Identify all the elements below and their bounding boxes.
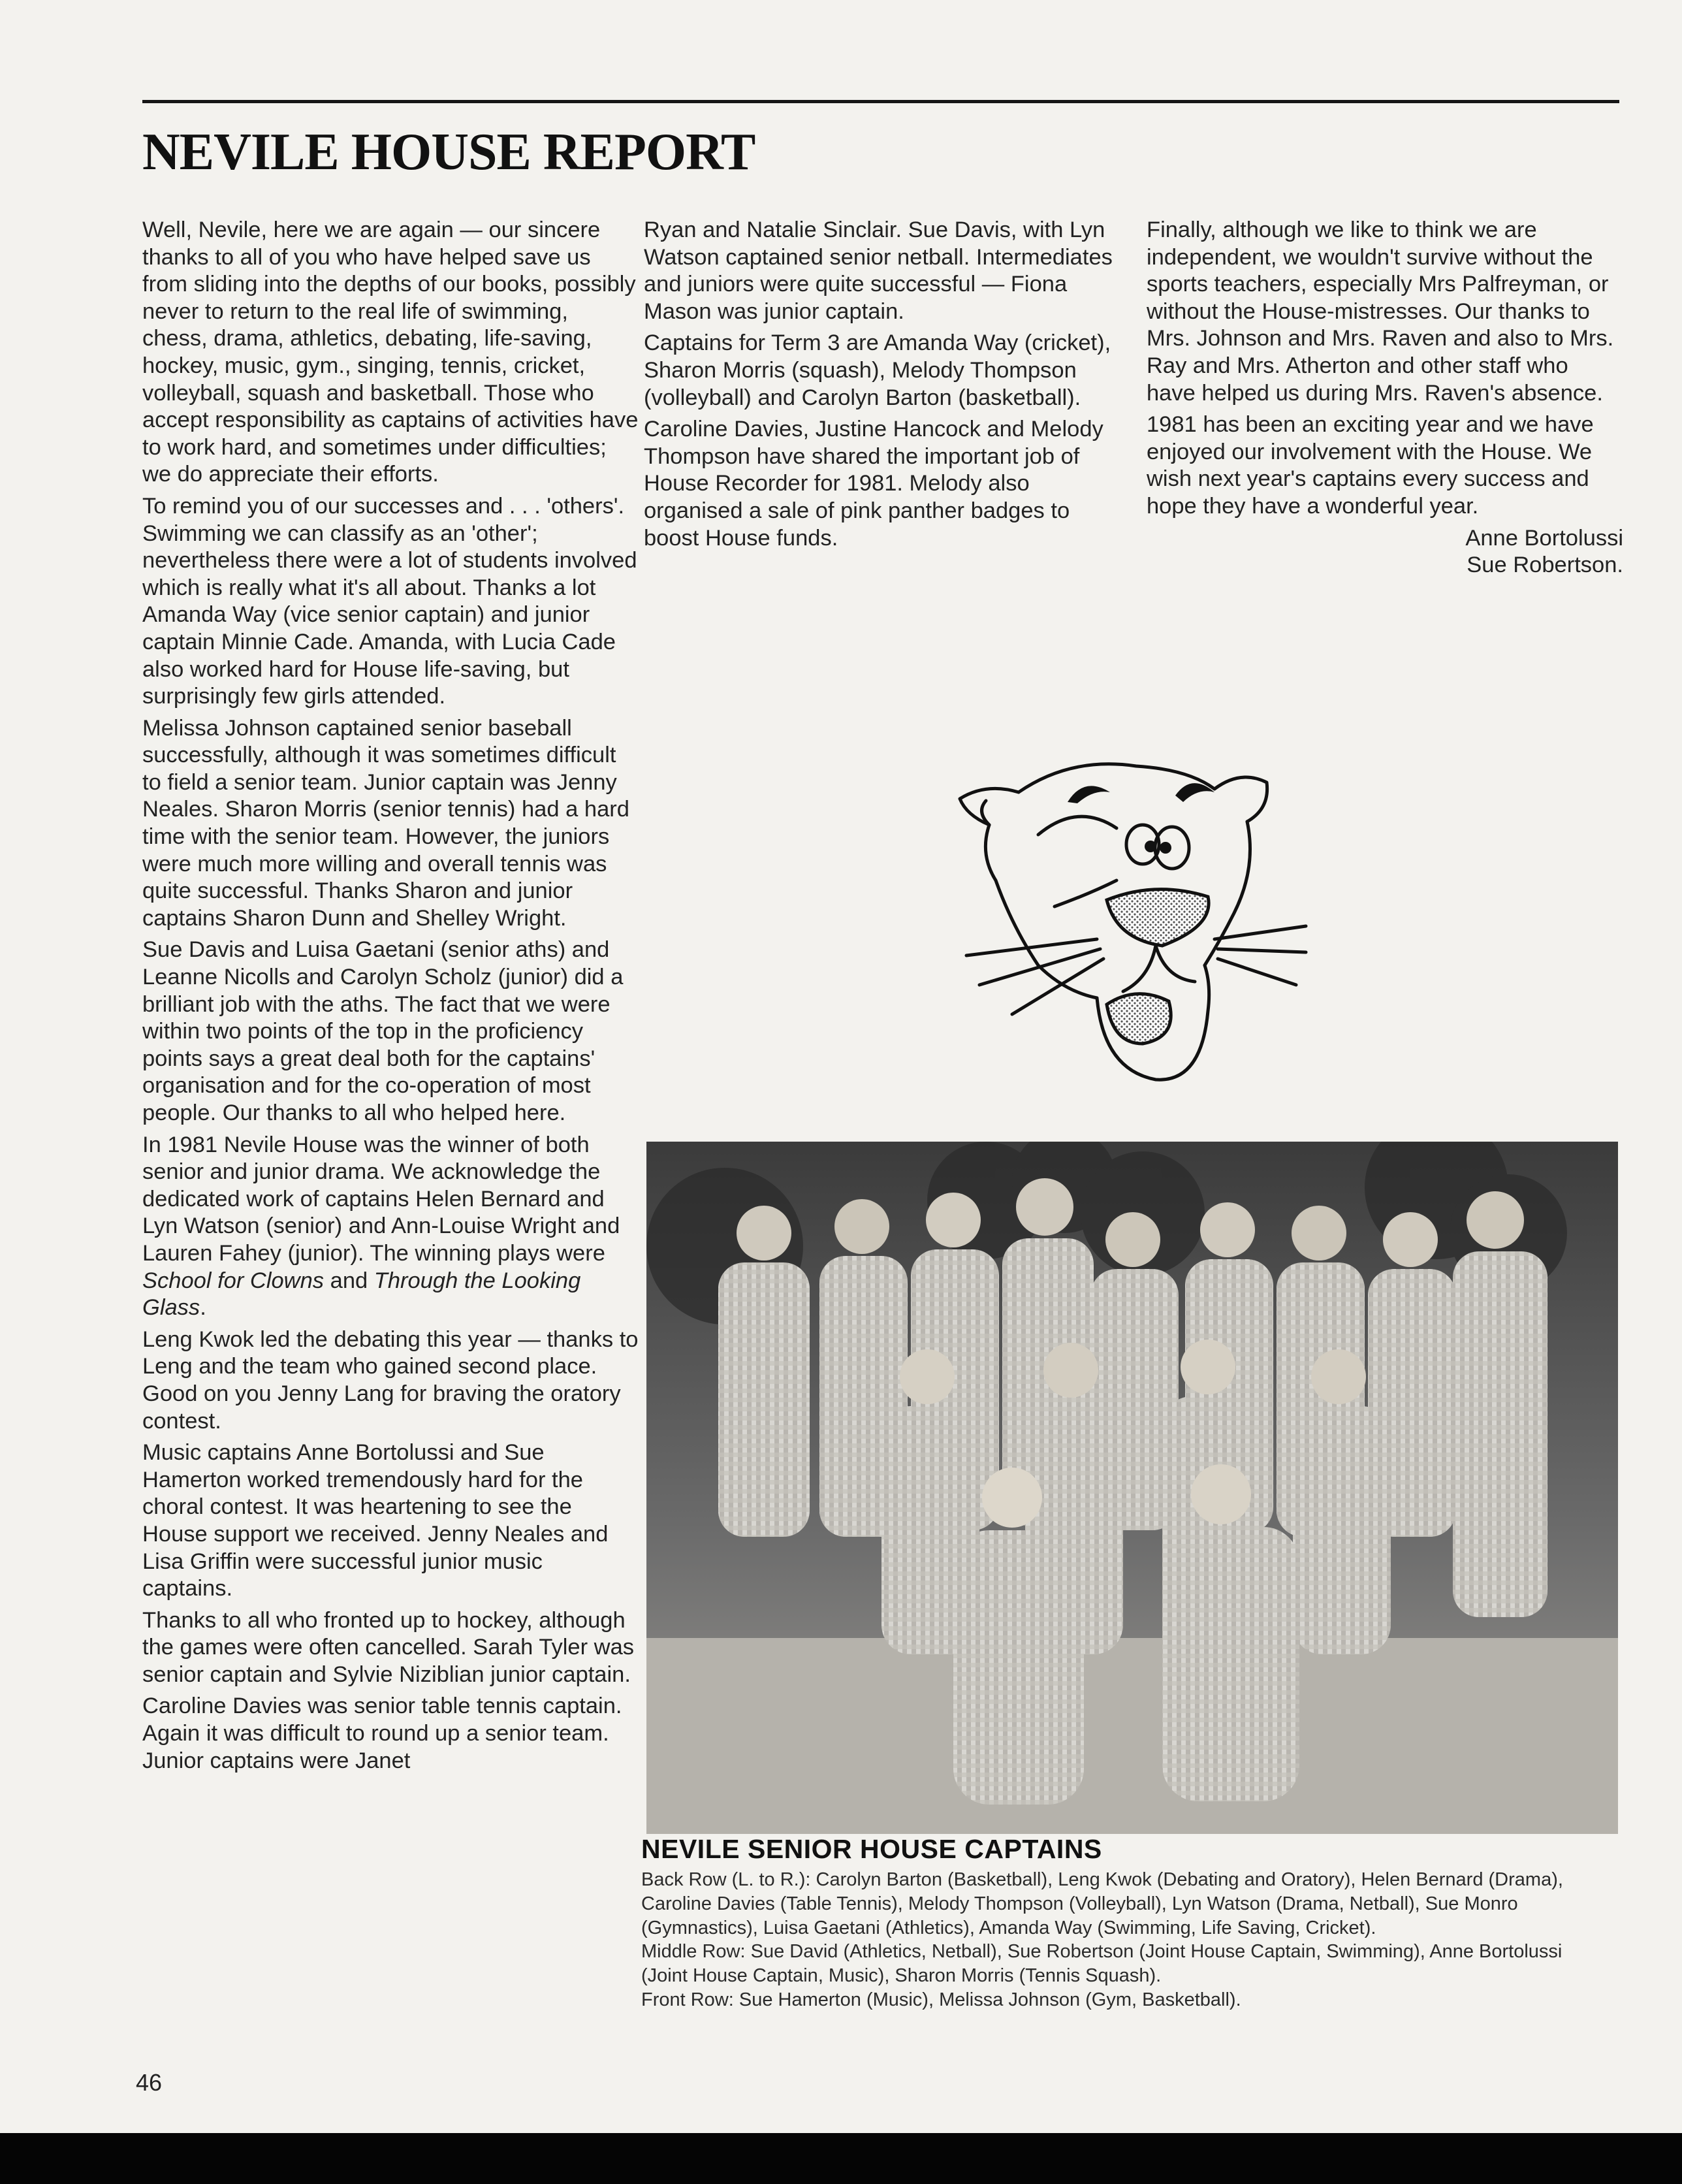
photo-caption-title: NEVILE SENIOR HOUSE CAPTAINS xyxy=(641,1834,1102,1864)
paragraph: 1981 has been an exciting year and we have enjoyed our involvement with the House. We wish next year's captains every success and hope they have a wonderful year. xyxy=(1147,412,1594,519)
paragraph-drama xyxy=(142,1132,639,1322)
paragraph: Finally, although we like to think we are independent, we wouldn't survive without the sports teachers, especially Mrs Palfreyman, or without the House-mistresses. Our thanks to Mrs. Johnson and Mrs. Raven and also to Mrs. Ray and Mrs. Atherton and other staff who have helped us during Mrs. Raven's absence. xyxy=(1147,217,1614,406)
paragraph: Caroline Davies, Justine Hancock and Melody Thompson have shared the important job of House Recorder for 1981. Melody also organised a sale of pink panther badges to boost House funds. xyxy=(644,417,1103,551)
paragraph: Music captains Anne Bortolussi and Sue Hamerton worked tremendously hard for the choral contest. It was heartening to see the House support we received. Jenny Neales and Lisa Griffin were successful junior music captains. xyxy=(142,1440,609,1601)
page-title: NEVILE HOUSE REPORT xyxy=(142,123,755,181)
caption-back-row: Back Row (L. to R.): Carolyn Barton (Basketball), Leng Kwok (Debating and Oratory), Helen Bernard (Drama), Caroline Davies (Table Tennis), Melody Thompson (Volleyball), Lyn Watson (Drama, Netball), Sue Monro (Gymnastics), Luisa Gaetani (Athletics), Amanda Way (Swimming, Life Saving, Cricket). xyxy=(641,1869,1563,1938)
signature-name: Sue Robertson. xyxy=(1467,552,1623,577)
paragraph: To remind you of our successes and . . . 'others'. Swimming we can classify as an 'other'; nevertheless there were a lot of students involved which is really what it's all about. Thanks a lot Amanda Way (vice senior captain) and junior captain Minnie Cade. Amanda, with Lucia Cade also worked hard for House life-saving, but surprisingly few girls attended. xyxy=(142,493,637,709)
signature-name: Anne Bortolussi xyxy=(1465,525,1623,551)
paragraph: Ryan and Natalie Sinclair. Sue Davis, with Lyn Watson captained senior netball. Intermediates and juniors were quite successful — Fiona Mason was junior captain. xyxy=(644,217,1113,324)
panther-cartoon-illustration xyxy=(940,730,1319,1096)
group-photograph xyxy=(646,1142,1618,1834)
caption-front-row: Front Row: Sue Hamerton (Music), Melissa Johnson (Gym, Basketball). xyxy=(641,1989,1241,2010)
paragraph: Thanks to all who fronted up to hockey, although the games were often cancelled. Sarah Tyler was senior captain and Sylvie Niziblian junior captain. xyxy=(142,1607,635,1687)
paragraph: Melissa Johnson captained senior baseball successfully, although it was sometimes difficult to field a senior team. Junior captain was Jenny Neales. Sharon Morris (senior tennis) had a hard time with the senior team. However, the juniors were much more willing and overall tennis was quite successful. Thanks Sharon and junior captains Sharon Dunn and Shelley Wright. xyxy=(142,715,629,931)
signature-block xyxy=(1147,525,1623,579)
paragraph: Well, Nevile, here we are again — our sincere thanks to all of you who have helped save us from sliding into the depths of our books, possibly never to return to the real life of swimming, chess, drama, athletics, debating, life-saving, hockey, music, gym., singing, tennis, cricket, volleyball, squash and basketball. Those who accept responsibility as captains of activities have to work hard, and sometimes under difficulties; we do appreciate their efforts. xyxy=(142,217,639,487)
play-title: School for Clowns xyxy=(142,1268,325,1293)
paragraph: Leng Kwok led the debating this year — thanks to Leng and the team who gained second place. Good on you Jenny Lang for braving the oratory contest. xyxy=(142,1326,639,1434)
paragraph-text: . xyxy=(200,1295,206,1321)
caption-middle-row: Middle Row: Sue David (Athletics, Netball), Sue Robertson (Joint House Captain, Swimming), Anne Bortolussi (Joint House Captain, Music), Sharon Morris (Tennis Squash). xyxy=(641,1941,1563,1987)
header-rule xyxy=(142,100,1619,103)
article-column-1 xyxy=(142,217,639,1779)
photo-caption xyxy=(641,1868,1568,2012)
article-column-3 xyxy=(1147,217,1623,579)
paragraph: Caroline Davies was senior table tennis captain. Again it was difficult to round up a senior team. Junior captains were Janet xyxy=(142,1694,622,1773)
play-title: Through the Looking Glass xyxy=(142,1268,581,1321)
paragraph: Captains for Term 3 are Amanda Way (cricket), Sharon Morris (squash), Melody Thompson (volleyball) and Carolyn Barton (basketball). xyxy=(644,330,1111,410)
paragraph-text: In 1981 Nevile House was the winner of both senior and junior drama. We acknowledge the dedicated work of captains Helen Bernard and Lyn Watson (senior) and Ann-Louise Wright and Lauren Fahey (junior). The winning plays were xyxy=(142,1132,620,1266)
scan-border xyxy=(0,2133,1682,2184)
article-column-2 xyxy=(644,217,1127,556)
paragraph-text: and xyxy=(324,1268,374,1293)
page-number: 46 xyxy=(136,2069,163,2096)
paragraph: Sue Davis and Luisa Gaetani (senior aths) and Leanne Nicolls and Carolyn Scholz (junior) did a brilliant job with the aths. The fact that we were within two points of the top in the proficiency points says a great deal both for the captains' organisation and for the co-operation of most people. Our thanks to all who helped here. xyxy=(142,937,624,1125)
